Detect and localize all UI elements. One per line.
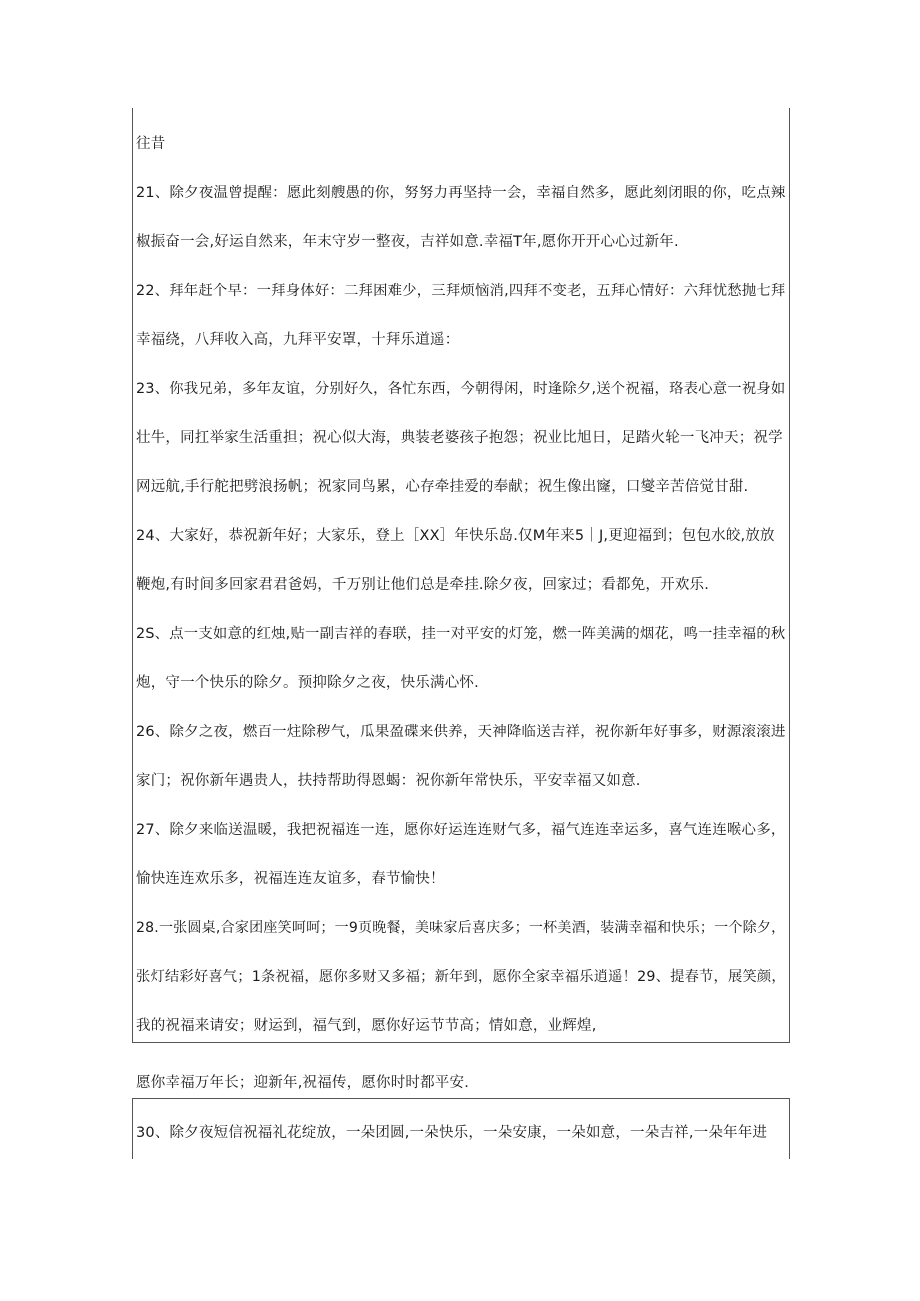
text-line: 2S、点一支如意的红烛,贴一副吉祥的春联，挂一对平安的灯笼，燃一阵美满的烟花，鸣一挂幸福的秋 — [136, 626, 786, 642]
text-line: 家门；祝你新年遇贵人，扶持帮助得恩蝎：祝你新年常快乐，平安幸福又如意. — [136, 773, 641, 789]
text-line: 炮，守一个快乐的除夕。预抑除夕之夜，快乐满心怀. — [136, 675, 479, 691]
text-line: 21、除夕夜温曾提醒：愿此刻艘愚的你，努努力再坚持一会，幸福自然多，愿此刻闭眼的你，吃点辣 — [136, 185, 786, 201]
text-line: 往昔 — [136, 136, 166, 152]
text-line: 网远航,手行舵把劈浪扬帆；祝家同鸟累，心存牵挂爱的奉献；祝生像出窿，口燮辛苦倍觉甘甜. — [136, 479, 749, 495]
text-line: 27、除夕来临送温暖，我把祝福连一连，愿你好运连连财气多，福气连连幸运多，喜气连连喉心多， — [136, 822, 786, 838]
text-line: 28.一张圆桌,合家团座笑呵呵；一9页晚餐，美味家后喜庆多；一杯美酒，装满幸福和快乐；一个除夕， — [136, 920, 786, 936]
text-line: 幸福绕，八拜收入高，九拜平安罩，十拜乐道遥： — [136, 332, 460, 348]
text-line: 24、大家好，恭祝新年好；大家乐，登上［XX］年快乐岛.仅M年来5｜J,更迎福到；包包水皎,放放 — [136, 528, 775, 544]
text-line: 23、你我兄弟，多年友谊，分别好久，各忙东西，今朝得闲，时逢除夕,送个祝福，珞表心意一祝身如 — [136, 381, 786, 397]
text-line: 张灯结彩好喜气；1条祝福，愿你多财又多福；新年到，愿你全家幸福乐逍遥！29、提春节，展笑颜， — [136, 969, 786, 985]
text-line: 我的祝福来请安；财运到，福气到，愿你好运节节高；情如意，业辉煌, — [136, 1018, 597, 1034]
text-line: 壮牛，同扛举家生活重担；祝心似大海，典装老婆孩子抱怨；祝业比旭日，足踏火轮一飞冲天；祝学 — [136, 430, 783, 446]
text-line: 愿你幸福万年长；迎新年,祝福传，愿你时时都平安. — [136, 1075, 470, 1091]
text-line: 30、除夕夜短信祝福礼花绽放，一朵团圆,一朵快乐，一朵安康，一朵如意，一朵吉祥,一朵年年进 — [136, 1125, 768, 1141]
text-line: 愉快连连欢乐多，祝福连连友谊多，春节愉快！ — [136, 871, 445, 887]
text-line: 26、除夕之夜，燃百一炷除秽气，瓜果盈碟来供养，天神降临送吉祥，祝你新年好事多，财源滚滚进 — [136, 724, 786, 740]
text-line: 椒振奋一会,好运自然来，年末守岁一整夜，吉祥如意.幸福T年,愿你开开心心过新年. — [136, 234, 679, 250]
text-line: 22、拜年赶个早：一拜身体好：二拜困难少，三拜烦恼消,四拜不变老，五拜心情好：六拜忧愁抛七拜 — [136, 283, 786, 299]
text-line: 鞭炮,有时间多回家君君爸妈，千万别让他们总是牵挂.除夕夜，回家过；看都免，开欢乐. — [136, 577, 710, 593]
